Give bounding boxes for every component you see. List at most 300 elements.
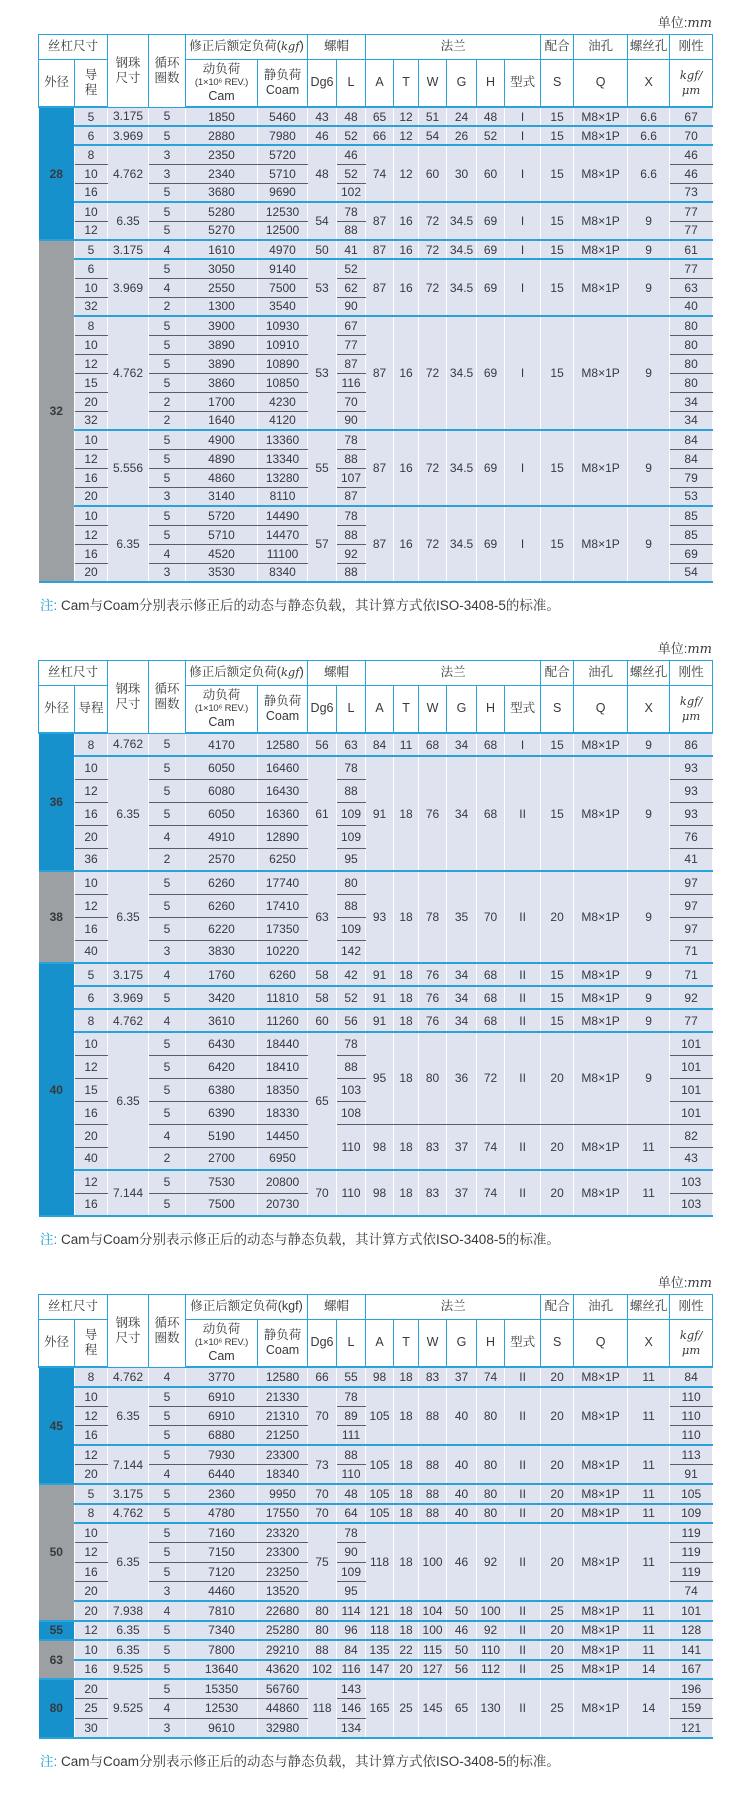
header-screw-hole: 螺丝孔 xyxy=(628,35,670,60)
spec-cell: 18 xyxy=(394,1124,419,1170)
spec-cell: 118 xyxy=(308,1679,337,1738)
spec-cell: II xyxy=(505,1640,541,1660)
spec-cell: 15 xyxy=(541,145,574,202)
spec-cell: 5 xyxy=(149,986,186,1009)
table-row xyxy=(39,506,713,525)
note-text: Cam与Coam分别表示修正后的动态与静态负载，其计算方式依ISO-3408-5的标准。 xyxy=(61,1232,560,1247)
spec-cell: 16 xyxy=(75,1193,108,1216)
spec-cell: 69 xyxy=(477,240,505,259)
spec-cell: 5 xyxy=(75,1484,108,1504)
spec-cell: 68 xyxy=(477,733,505,756)
table-row xyxy=(39,986,713,1009)
header-row xyxy=(39,1295,713,1320)
header-flange-T: T xyxy=(394,686,419,734)
spec-cell: 30 xyxy=(75,1718,108,1738)
spec-cell: 91 xyxy=(366,1009,394,1032)
spec-cell: M8×1P xyxy=(574,259,628,316)
spec-cell: 5 xyxy=(149,506,186,525)
header-outer-dia: 外径 xyxy=(39,60,75,108)
header-X: X xyxy=(628,60,670,108)
spec-cell: 9690 xyxy=(258,183,308,202)
spec-cell: 6.6 xyxy=(628,126,670,145)
spec-cell: I xyxy=(505,506,541,582)
spec-cell: 20 xyxy=(75,1679,108,1699)
spec-cell: 2 xyxy=(149,297,186,316)
spec-cell: 102 xyxy=(308,1660,337,1680)
table-row xyxy=(39,430,713,449)
header-flange-H: H xyxy=(477,60,505,108)
spec-cell: M8×1P xyxy=(574,430,628,506)
spec-cell: 6880 xyxy=(186,1426,258,1446)
table-row xyxy=(39,733,713,756)
spec-cell: 11 xyxy=(628,1367,670,1387)
header-load-title: 修正后额定负荷(kgf) xyxy=(186,661,308,686)
spec-cell: 25 xyxy=(541,1601,574,1621)
spec-cell: 86 xyxy=(670,733,713,756)
spec-cell: 66 xyxy=(308,1367,337,1387)
table-row xyxy=(39,1621,713,1641)
spec-cell: 52 xyxy=(337,986,366,1009)
spec-cell: 36 xyxy=(447,1032,477,1124)
spec-cell: 83 xyxy=(419,1124,447,1170)
spec-cell: 89 xyxy=(337,1406,366,1426)
spec-cell: 12 xyxy=(75,779,108,802)
spec-cell: 6.35 xyxy=(108,871,149,963)
spec-cell: 15 xyxy=(541,986,574,1009)
spec-cell: 118 xyxy=(366,1621,394,1641)
spec-cell: 65 xyxy=(447,1679,477,1738)
spec-cell: 37 xyxy=(447,1124,477,1170)
spec-cell: 63 xyxy=(308,871,337,963)
table-row xyxy=(39,1640,713,1660)
spec-cell: 98 xyxy=(366,1170,394,1216)
header-L: L xyxy=(337,60,366,108)
spec-cell: 52 xyxy=(337,164,366,183)
spec-cell: 7500 xyxy=(258,278,308,297)
spec-cell: 7.144 xyxy=(108,1445,149,1484)
spec-cell: 10 xyxy=(75,1640,108,1660)
spec-cell: 90 xyxy=(337,411,366,430)
spec-cell: 6380 xyxy=(186,1078,258,1101)
spec-cell: 3890 xyxy=(186,354,258,373)
header-row xyxy=(39,35,713,60)
spec-cell: 5.556 xyxy=(108,430,149,506)
spec-cell: 10890 xyxy=(258,354,308,373)
header-flange-W: W xyxy=(419,686,447,734)
spec-cell: 2570 xyxy=(186,848,258,871)
header-dynamic-load: 动负荷 (1×10⁶ REV.) Cam xyxy=(186,686,258,734)
spec-cell: 8 xyxy=(75,1009,108,1032)
spec-cell: 3830 xyxy=(186,940,258,963)
spec-cell: 3900 xyxy=(186,316,258,335)
spec-cell: 10 xyxy=(75,506,108,525)
spec-cell: 119 xyxy=(670,1562,713,1582)
header-flange-T: T xyxy=(394,1320,419,1368)
spec-cell: 16 xyxy=(75,1660,108,1680)
spec-cell: 143 xyxy=(337,1679,366,1699)
spec-cell: 18340 xyxy=(258,1465,308,1485)
spec-cell: 70 xyxy=(477,871,505,963)
spec-cell: 55 xyxy=(337,1367,366,1387)
spec-cell: 88 xyxy=(308,1640,337,1660)
spec-cell: 6.35 xyxy=(108,506,149,582)
spec-cell: 4.762 xyxy=(108,145,149,202)
spec-cell: 3140 xyxy=(186,487,258,506)
spec-cell: 93 xyxy=(670,779,713,802)
spec-cell: 11 xyxy=(628,1621,670,1641)
spec-cell: 77 xyxy=(337,335,366,354)
spec-cell: 88 xyxy=(419,1504,447,1524)
spec-cell: 57 xyxy=(308,506,337,582)
spec-cell: 11 xyxy=(628,1640,670,1660)
spec-cell: 65 xyxy=(366,107,394,126)
spec-cell: 4 xyxy=(149,1124,186,1147)
spec-cell: I xyxy=(505,126,541,145)
spec-cell: 6260 xyxy=(186,894,258,917)
header-nut: 螺帽 xyxy=(308,35,366,60)
spec-cell: 14 xyxy=(628,1679,670,1738)
spec-cell: 16360 xyxy=(258,802,308,825)
spec-cell: 3610 xyxy=(186,1009,258,1032)
table-body xyxy=(39,1367,713,1738)
spec-cell: 83 xyxy=(419,1170,447,1216)
spec-cell: 93 xyxy=(670,802,713,825)
spec-cell: M8×1P xyxy=(574,145,628,202)
spec-cell: 84 xyxy=(670,449,713,468)
header-circuits: 循环 圈数 xyxy=(149,661,186,734)
spec-cell: 40 xyxy=(670,297,713,316)
spec-cell: 21250 xyxy=(258,1426,308,1446)
spec-cell: 5 xyxy=(149,221,186,240)
spec-cell: II xyxy=(505,963,541,986)
spec-cell: 53 xyxy=(308,259,337,316)
spec-cell: 13640 xyxy=(186,1660,258,1680)
spec-cell: 9.525 xyxy=(108,1660,149,1680)
header-flange-A: A xyxy=(366,686,394,734)
header-flange-A: A xyxy=(366,1320,394,1368)
spec-cell: 6250 xyxy=(258,848,308,871)
spec-cell: 5720 xyxy=(258,145,308,164)
spec-cell: 87 xyxy=(366,259,394,316)
spec-cell: 50 xyxy=(308,240,337,259)
spec-cell: 5280 xyxy=(186,202,258,221)
note-prefix: 注: xyxy=(40,1753,58,1769)
spec-cell: 6 xyxy=(75,986,108,1009)
header-static-load: 静负荷 Coam xyxy=(258,1320,308,1368)
spec-cell: 102 xyxy=(337,183,366,202)
unit-label xyxy=(38,12,712,31)
spec-cell: 3.969 xyxy=(108,126,149,145)
spec-cell: 80 xyxy=(670,373,713,392)
spec-cell: 68 xyxy=(419,733,447,756)
table-row xyxy=(39,1601,713,1621)
spec-cell: 20 xyxy=(541,1621,574,1641)
spec-cell: 72 xyxy=(419,506,447,582)
spec-cell: 13340 xyxy=(258,449,308,468)
spec-cell: 5 xyxy=(149,1387,186,1407)
spec-cell: 110 xyxy=(337,1465,366,1485)
spec-cell: 56760 xyxy=(258,1679,308,1699)
table-header xyxy=(39,35,713,108)
spec-cell: 11260 xyxy=(258,1009,308,1032)
spec-cell: 70 xyxy=(308,1170,337,1216)
spec-cell: 68 xyxy=(477,1009,505,1032)
spec-cell: 20 xyxy=(541,1124,574,1170)
spec-cell: 15350 xyxy=(186,1679,258,1699)
spec-cell: 20 xyxy=(541,1484,574,1504)
spec-cell: 98 xyxy=(366,1367,394,1387)
spec-cell: 84 xyxy=(337,1640,366,1660)
spec-cell: 4520 xyxy=(186,544,258,563)
spec-cell: 80 xyxy=(308,1601,337,1621)
header-rigidity-unit xyxy=(670,1320,713,1368)
spec-cell: 90 xyxy=(337,1543,366,1563)
spec-cell: 83 xyxy=(419,1367,447,1387)
spec-cell: 20 xyxy=(75,392,108,411)
spec-cell: 69 xyxy=(477,259,505,316)
spec-cell: 5 xyxy=(75,963,108,986)
spec-cell: 5 xyxy=(149,468,186,487)
spec-cell: 5710 xyxy=(258,164,308,183)
spec-cell: M8×1P xyxy=(574,1621,628,1641)
spec-cell: 100 xyxy=(477,1601,505,1621)
spec-cell: 88 xyxy=(337,1055,366,1078)
spec-cell: 85 xyxy=(670,525,713,544)
spec-cell: 63 xyxy=(670,278,713,297)
spec-cell: 6 xyxy=(75,259,108,278)
spec-cell: 105 xyxy=(670,1484,713,1504)
spec-cell: II xyxy=(505,1367,541,1387)
spec-cell: 16 xyxy=(75,1101,108,1124)
note-3 xyxy=(40,1750,712,1770)
spec-cell: 12 xyxy=(75,1543,108,1563)
table-row xyxy=(39,963,713,986)
spec-cell: II xyxy=(505,986,541,1009)
spec-cell: 25 xyxy=(541,1679,574,1738)
spec-cell: 103 xyxy=(337,1078,366,1101)
header-screw-size: 丝杠尺寸 xyxy=(39,35,108,60)
spec-cell: 110 xyxy=(670,1387,713,1407)
spec-cell: 9950 xyxy=(258,1484,308,1504)
spec-cell: 4910 xyxy=(186,825,258,848)
unit-label xyxy=(38,638,712,657)
spec-cell: 128 xyxy=(670,1621,713,1641)
spec-cell: 9 xyxy=(628,240,670,259)
spec-cell: 88 xyxy=(419,1445,447,1484)
spec-cell: 34 xyxy=(447,963,477,986)
header-ball-size: 钢珠 尺寸 xyxy=(108,661,149,734)
spec-cell: 7980 xyxy=(258,126,308,145)
spec-cell: 18 xyxy=(394,1445,419,1484)
spec-cell: 87 xyxy=(337,354,366,373)
spec-cell: 63 xyxy=(337,733,366,756)
spec-cell: 3.969 xyxy=(108,986,149,1009)
spec-cell: 6 xyxy=(75,126,108,145)
spec-cell: 4.762 xyxy=(108,1504,149,1524)
spec-cell: 22680 xyxy=(258,1601,308,1621)
spec-cell: 92 xyxy=(337,544,366,563)
spec-cell: I xyxy=(505,733,541,756)
spec-cell: 12500 xyxy=(258,221,308,240)
table-header xyxy=(39,1295,713,1368)
spec-cell: 15 xyxy=(541,126,574,145)
spec-cell: 112 xyxy=(477,1660,505,1680)
spec-cell: I xyxy=(505,259,541,316)
spec-cell: M8×1P xyxy=(574,1660,628,1680)
header-lead: 导 程 xyxy=(75,60,108,108)
spec-cell: 15 xyxy=(541,963,574,986)
spec-cell: 69 xyxy=(477,316,505,430)
note-text: Cam与Coam分别表示修正后的动态与静态负载，其计算方式依ISO-3408-5的标准。 xyxy=(61,1753,560,1769)
header-lead: 导 程 xyxy=(75,1320,108,1368)
spec-cell: 6420 xyxy=(186,1055,258,1078)
spec-cell: 20 xyxy=(75,563,108,582)
spec-cell: 98 xyxy=(366,1124,394,1170)
spec-cell: 20 xyxy=(75,1465,108,1485)
spec-cell: 3.175 xyxy=(108,963,149,986)
spec-cell: 9 xyxy=(628,871,670,963)
spec-cell: 109 xyxy=(337,825,366,848)
spec-cell: 76 xyxy=(419,1009,447,1032)
spec-cell: 113 xyxy=(670,1445,713,1465)
spec-cell: 92 xyxy=(670,986,713,1009)
spec-cell: 3540 xyxy=(258,297,308,316)
spec-cell: 52 xyxy=(477,126,505,145)
spec-cell: 5 xyxy=(149,354,186,373)
spec-cell: 10 xyxy=(75,1523,108,1543)
spec-cell: 84 xyxy=(670,1367,713,1387)
spec-cell: 6440 xyxy=(186,1465,258,1485)
header-L: L xyxy=(337,686,366,734)
spec-cell: 5 xyxy=(149,1406,186,1426)
spec-cell: 70 xyxy=(308,1504,337,1524)
spec-cell: 20 xyxy=(541,1445,574,1484)
spec-cell: 53 xyxy=(308,316,337,430)
spec-cell: 5 xyxy=(75,107,108,126)
spec-cell: 76 xyxy=(419,986,447,1009)
spec-cell: 66 xyxy=(366,126,394,145)
spec-cell: 95 xyxy=(366,1032,394,1124)
spec-cell: 9 xyxy=(628,259,670,316)
spec-cell: II xyxy=(505,1601,541,1621)
spec-cell: 8 xyxy=(75,145,108,164)
spec-cell: 12 xyxy=(75,1055,108,1078)
spec-cell: 7500 xyxy=(186,1193,258,1216)
spec-cell: 40 xyxy=(447,1445,477,1484)
spec-cell: 3.969 xyxy=(108,259,149,316)
spec-cell: 5 xyxy=(149,1562,186,1582)
header-rigidity: 刚性 xyxy=(670,661,713,686)
spec-cell: II xyxy=(505,1032,541,1124)
spec-cell: II xyxy=(505,1170,541,1216)
spec-cell: 43 xyxy=(308,107,337,126)
table-body xyxy=(39,107,713,582)
spec-cell: 103 xyxy=(670,1193,713,1216)
table-row xyxy=(39,1009,713,1032)
spec-cell: 3.175 xyxy=(108,240,149,259)
spec-cell: 61 xyxy=(670,240,713,259)
spec-cell: 4 xyxy=(149,825,186,848)
spec-cell: 4 xyxy=(149,963,186,986)
spec-cell: 4.762 xyxy=(108,1367,149,1387)
spec-cell: 121 xyxy=(670,1718,713,1738)
spec-cell: 97 xyxy=(670,917,713,940)
spec-cell: 12 xyxy=(75,449,108,468)
table-block-3 xyxy=(38,1272,712,1770)
spec-cell: 14450 xyxy=(258,1124,308,1147)
spec-cell: 196 xyxy=(670,1679,713,1699)
spec-cell: 130 xyxy=(477,1679,505,1738)
spec-cell: 75 xyxy=(308,1523,337,1601)
spec-cell: 41 xyxy=(337,240,366,259)
spec-cell: 87 xyxy=(337,487,366,506)
header-rigidity: 刚性 xyxy=(670,1295,713,1320)
spec-cell: 34.5 xyxy=(447,240,477,259)
spec-cell: 70 xyxy=(308,1387,337,1446)
spec-cell: M8×1P xyxy=(574,871,628,963)
spec-cell: I xyxy=(505,240,541,259)
spec-cell: 3.175 xyxy=(108,1484,149,1504)
spec-cell: M8×1P xyxy=(574,240,628,259)
spec-cell: 80 xyxy=(477,1504,505,1524)
spec-cell: 134 xyxy=(337,1718,366,1738)
spec-cell: 119 xyxy=(670,1523,713,1543)
spec-cell: 4.762 xyxy=(108,316,149,430)
spec-cell: 18 xyxy=(394,1504,419,1524)
spec-cell: 5 xyxy=(149,1543,186,1563)
spec-cell: 95 xyxy=(337,1582,366,1602)
table-row xyxy=(39,1660,713,1680)
spec-cell: 80 xyxy=(477,1445,505,1484)
spec-cell: 16 xyxy=(75,1562,108,1582)
spec-cell: 18 xyxy=(394,1032,419,1124)
spec-cell: 7.938 xyxy=(108,1601,149,1621)
spec-cell: 165 xyxy=(366,1679,394,1738)
table-row xyxy=(39,1484,713,1504)
spec-cell: 107 xyxy=(337,468,366,487)
spec-cell: 88 xyxy=(337,894,366,917)
spec-cell: 72 xyxy=(419,316,447,430)
spec-cell: 55 xyxy=(308,430,337,506)
spec-cell: 97 xyxy=(670,871,713,894)
spec-cell: M8×1P xyxy=(574,506,628,582)
spec-cell: 18330 xyxy=(258,1101,308,1124)
spec-cell: 69 xyxy=(477,506,505,582)
spec-cell: 46 xyxy=(670,145,713,164)
spec-cell: 25 xyxy=(541,1660,574,1680)
header-outer-dia: 外径 xyxy=(39,686,75,734)
spec-cell: 43 xyxy=(670,1147,713,1170)
table-row xyxy=(39,1445,713,1465)
spec-cell: 34.5 xyxy=(447,202,477,240)
spec-cell: 16 xyxy=(394,430,419,506)
outer-diameter-cell: 80 xyxy=(39,1679,75,1738)
table-row xyxy=(39,1504,713,1524)
header-dg6: Dg6 xyxy=(308,686,337,734)
header-S: S xyxy=(541,686,574,734)
spec-cell: 7.144 xyxy=(108,1170,149,1216)
spec-cell: 11100 xyxy=(258,544,308,563)
header-fit: 配合 xyxy=(541,35,574,60)
spec-cell: 135 xyxy=(366,1640,394,1660)
outer-diameter-cell: 40 xyxy=(39,963,75,1216)
spec-cell: 68 xyxy=(477,986,505,1009)
spec-cell: 34 xyxy=(447,756,477,871)
spec-cell: 41 xyxy=(670,848,713,871)
spec-cell: 105 xyxy=(366,1387,394,1446)
spec-cell: 109 xyxy=(337,802,366,825)
spec-cell: 105 xyxy=(366,1445,394,1484)
